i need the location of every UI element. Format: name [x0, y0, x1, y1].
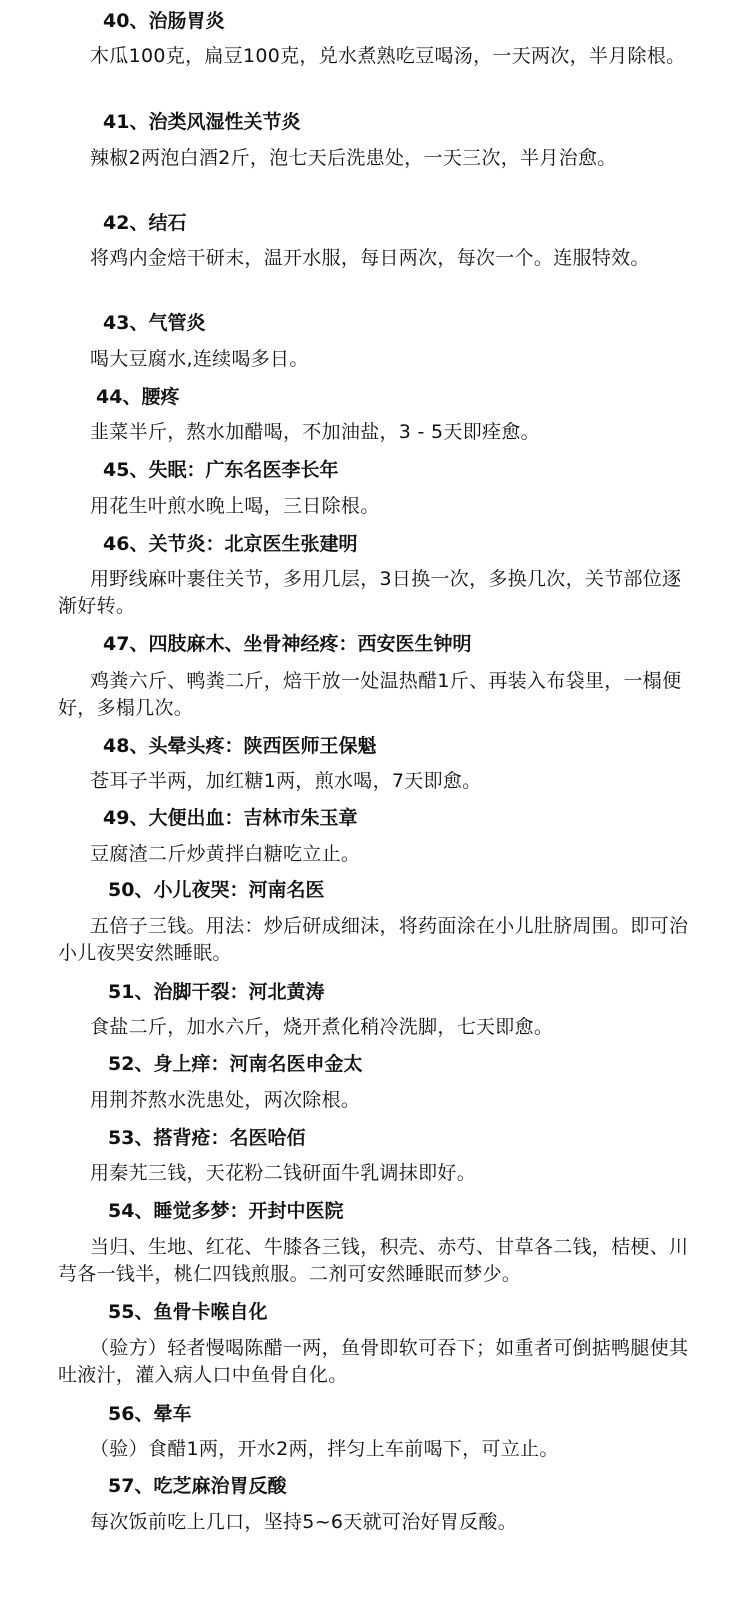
entry-51-heading: 51、治脚干裂：河北黄涛 [108, 981, 325, 1003]
entry-44-text: 韭菜半斤，熬水加醋喝，不加油盐，3 - 5天即痊愈。 [90, 421, 540, 443]
entry-54-heading: 54、睡觉多梦：开封中医院 [108, 1200, 344, 1222]
entry-44-heading: 44、腰疼 [96, 386, 180, 408]
entry-53-heading: 53、搭背疮：名医哈佰 [108, 1127, 306, 1149]
entry-47-heading: 47、四肢麻木、坐骨神经疼：西安医生钟明 [103, 633, 472, 655]
entry-49-heading: 49、大便出血：吉林市朱玉章 [103, 807, 358, 829]
entry-53-text: 用秦艽三钱，天花粉二钱研面牛乳调抹即好。 [90, 1162, 477, 1184]
entry-49-text: 豆腐渣二斤炒黄拌白糖吃立止。 [90, 843, 361, 865]
entry-55-heading: 55、鱼骨卡喉自化 [108, 1301, 268, 1323]
entry-42-text: 将鸡内金焙干研末，温开水服，每日两次，每次一个。连服特效。 [90, 247, 650, 269]
entry-48-heading: 48、头晕头疼：陕西医师王保魁 [103, 735, 377, 757]
entry-50-heading: 50、小儿夜哭：河南名医 [108, 879, 325, 901]
entry-55-text: （验方）轻者慢喝陈醋一两，鱼骨即软可吞下；如重者可倒掂鸭腿使其吐液汁，灌入病人口中鱼骨自化。 [58, 1337, 689, 1386]
entry-43-heading: 43、气管炎 [103, 312, 206, 334]
entry-43-text: 喝大豆腐水,连续喝多日。 [90, 348, 309, 370]
entry-51-text: 食盐二斤，加水六斤，烧开煮化稍冷洗脚，七天即愈。 [90, 1016, 554, 1038]
entry-42-heading: 42、结石 [103, 212, 187, 234]
entry-41-text: 辣椒2两泡白酒2斤，泡七天后洗患处，一天三次，半月治愈。 [90, 147, 617, 169]
entry-40-heading: 40、治肠胃炎 [103, 10, 225, 32]
entry-45-text: 用花生叶煎水晚上喝，三日除根。 [90, 495, 380, 517]
entry-48-text: 苍耳子半两，加红糖1两，煎水喝，7天即愈。 [90, 770, 482, 792]
entry-41-heading: 41、治类风湿性关节炎 [103, 111, 301, 133]
entry-52-heading: 52、身上痒：河南名医申金太 [108, 1053, 363, 1075]
entry-45-heading: 45、失眠：广东名医李长年 [103, 459, 339, 481]
entry-50-text: 五倍子三钱。用法：炒后研成细沫，将药面涂在小儿肚脐周围。即可治小儿夜哭安然睡眠。 [58, 915, 689, 964]
entry-56-heading: 56、晕车 [108, 1403, 192, 1425]
entry-46-heading: 46、关节炎：北京医生张建明 [103, 533, 358, 555]
entry-47-text: 鸡粪六斤、鸭粪二斤，焙干放一处温热醋1斤、再装入布袋里，一榻便好，多榻几次。 [58, 670, 682, 719]
entry-52-text: 用荆芥熬水洗患处，两次除根。 [90, 1089, 361, 1111]
entry-54-text: 当归、生地、红花、牛膝各三钱，积壳、赤芍、甘草各二钱，桔梗、川芎各一钱半，桃仁四钱煎服。二剂可安然睡眠而梦少。 [58, 1236, 689, 1285]
entry-46-text: 用野线麻叶裹住关节，多用几层，3日换一次，多换几次，关节部位逐渐好转。 [58, 568, 682, 617]
entry-56-text: （验）食醋1两，开水2两，拌匀上车前喝下，可立止。 [90, 1438, 559, 1460]
entry-57-heading: 57、吃芝麻治胃反酸 [108, 1475, 287, 1497]
entry-57-text: 每次饭前吃上几口，坚持5~6天就可治好胃反酸。 [90, 1511, 517, 1533]
entry-40-text: 木瓜100克，扁豆100克，兑水煮熟吃豆喝汤，一天两次，半月除根。 [90, 45, 686, 67]
